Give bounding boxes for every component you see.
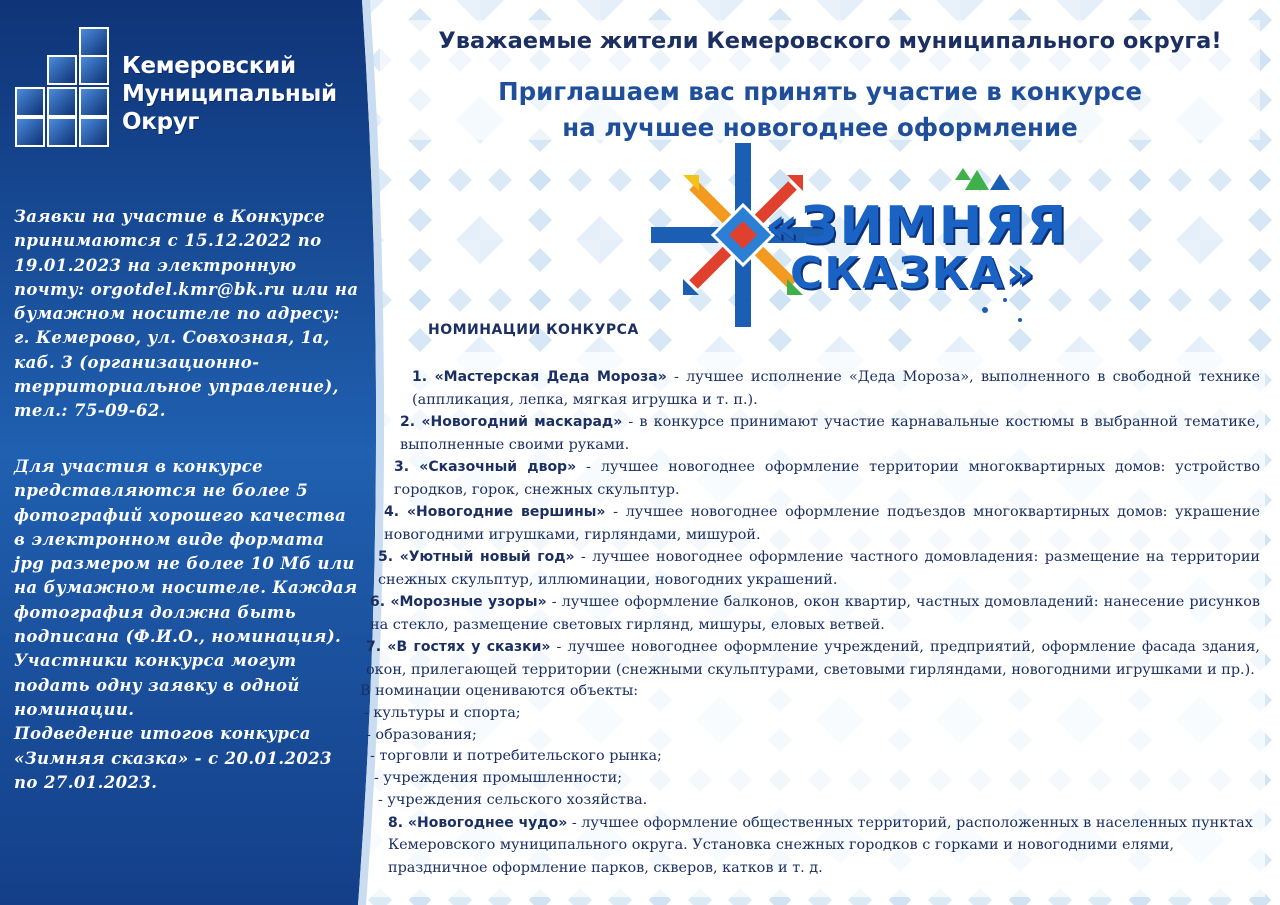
logo-line-1: Кемеровский	[122, 53, 296, 79]
one-application-rule: Участники конкурса могут подать одну заявку в одной номинации.	[14, 651, 300, 719]
objects-intro: В номинации оцениваются объекты:	[360, 683, 639, 699]
greeting-heading: Уважаемые жители Кемеровского муниципального округа!	[438, 28, 1222, 54]
nomination-desc: - лучшее новогоднее оформление частного домовладения: размещение на территории снежных скульптур, иллюминации, новогодних украшений.	[378, 549, 1260, 588]
nomination-name: 6. «Морозные узоры»	[370, 594, 547, 610]
nomination-name: 7. «В гостях у сказки»	[366, 639, 551, 655]
nomination-name: 3. «Сказочный двор»	[394, 459, 577, 475]
nomination-desc: - лучшее оформление балконов, окон квартир, частных домовладений: нанесение рисунков на стекло, размещение световых гирлянд, мишуры, еловых ветвей.	[370, 594, 1261, 633]
nomination-desc: - лучшее исполнение «Деда Мороза», выполненного в свободной технике (аппликация, лепка, мягкая игрушка и т. п.).	[412, 369, 1260, 408]
nomination-name: 5. «Уютный новый год»	[378, 549, 575, 565]
nominations-heading: НОМИНАЦИИ КОНКУРСА	[428, 322, 639, 338]
contest-title-line-2: СКАЗКА»	[790, 248, 1037, 299]
nomination-name: 1. «Мастерская Деда Мороза»	[412, 369, 667, 385]
object-item: - учреждения сельского хозяйства.	[378, 791, 648, 808]
object-item: - образования;	[366, 726, 477, 743]
nomination-name: 4. «Новогодние вершины»	[384, 504, 606, 520]
nomination-item	[360, 636, 1260, 681]
nomination-item	[360, 456, 1260, 501]
photo-requirements: Для участия в конкурсе представляются не более 5 фотографий хорошего качества в электронном виде формата jpg размером не более 10 Мб или на бумажном носителе. Каждая фотография должна быть подписана (Ф.И.О., номинация).	[14, 457, 358, 647]
nomination-item	[360, 366, 1260, 411]
participation-rules	[14, 455, 360, 795]
contest-title-line-1: «ЗИМНЯЯ	[765, 196, 1069, 256]
nomination-desc: - лучшее новогоднее оформление учреждений, предприятий, оформление фасада здания, окон, прилегающей территории (снежными скульптурами, световыми гирляндами, новогодними игрушками и пр.).	[366, 639, 1261, 678]
nomination-item	[360, 501, 1260, 546]
nomination-item	[360, 591, 1260, 636]
nomination-desc: - лучшее новогоднее оформление территории многоквартирных домов: устройство городков, горок, снежных скульптур.	[394, 459, 1260, 498]
results-dates: Подведение итогов конкурса «Зимняя сказка» - с 20.01.2023 по 27.01.2023.	[14, 724, 332, 792]
invitation-line-1: Приглашаем вас принять участие в конкурсе	[498, 77, 1142, 106]
nomination-desc: - лучшее новогоднее оформление подъездов многоквартирных домов: украшение новогодними игрушками, гирляндами, мишурой.	[384, 504, 1261, 543]
left-info-panel	[0, 0, 400, 905]
object-item: - торговли и потребительского рынка;	[370, 748, 662, 765]
logo-line-3: Округ	[122, 109, 200, 135]
nomination-desc: - лучшее оформление общественных территорий, расположенных в населенных пунктах Кемеровского муниципального округа. Установка снежных городков с горками и новогодними елями, праздничное оформление парков, скверов, катков и т. д.	[388, 814, 1253, 876]
nomination-name: 2. «Новогодний маскарад»	[400, 414, 623, 430]
object-item: - культуры и спорта;	[364, 704, 521, 721]
object-item: - учреждения промышленности;	[374, 770, 623, 787]
nominations-list	[360, 366, 1260, 879]
logo-text	[122, 52, 337, 136]
logo-line-2: Муниципальный	[122, 81, 337, 107]
nomination-desc: - в конкурсе принимают участие карнавальные костюмы в выбранной тематике, выполненные своими руками.	[400, 414, 1260, 453]
invitation-heading	[400, 74, 1240, 146]
invitation-line-2: на лучшее новогоднее оформление	[562, 113, 1078, 142]
nomination-item	[360, 812, 1260, 880]
nomination-item	[360, 411, 1260, 456]
application-info-text: Заявки на участие в Конкурсе принимаются с 15.12.2022 по 19.01.2023 на электронную почту: orgotdel.kmr@bk.ru или на бумажном носителе по адресу: г. Кемерово, ул. Совхозная, 1а, каб. 3 (организационно-территориальное управление), тел.: 75-09-62.	[14, 207, 359, 421]
application-info	[14, 205, 360, 424]
nomination-item	[360, 546, 1260, 591]
nomination-name: 8. «Новогоднее чудо»	[388, 814, 568, 831]
